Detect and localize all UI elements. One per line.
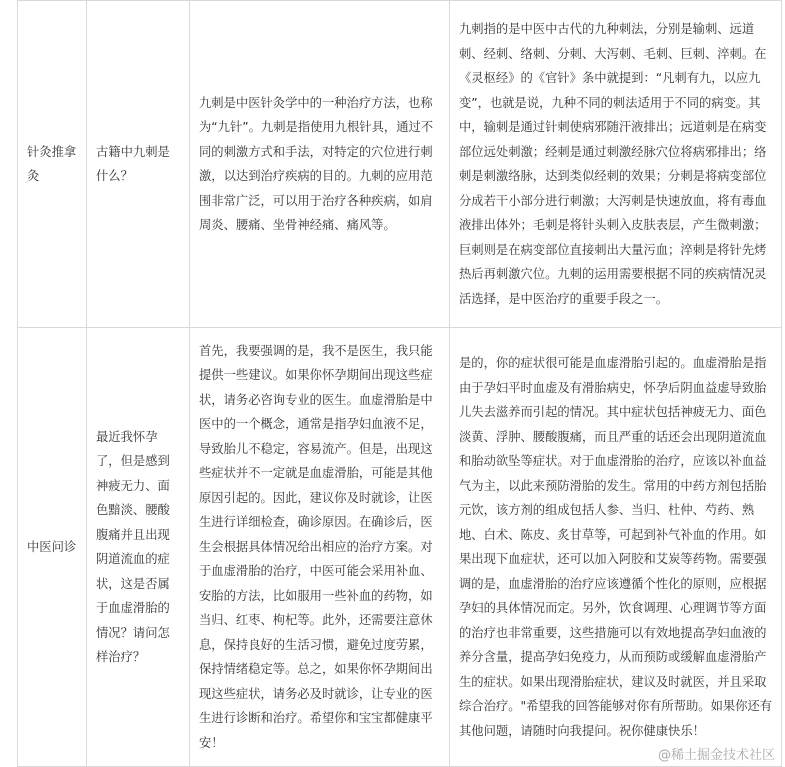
category-cell: 中医问诊 [18, 328, 87, 767]
question-cell: 古籍中九刺是什么？ [87, 1, 190, 328]
category-cell: 针灸推拿灸 [18, 1, 87, 328]
answer-a-cell: 九刺是中医针灸学中的一种治疗方法，也称为“九针”。九刺是指使用九根针具，通过不同的刺激方式和手法，对特定的穴位进行刺激，以达到治疗疾病的目的。九刺的应用范围非常广泛，可以用于治疗各种疾病，如肩周炎、腰痛、坐骨神经痛、痛风等。 [190, 1, 450, 328]
table-row [18, 1, 782, 328]
answer-b-cell: 九刺指的是中医中古代的九种刺法，分别是输刺、远道刺、经刺、络刺、分刺、大泻刺、毛刺、巨刺、淬刺。在《灵枢经》的《官针》条中就提到：“凡刺有九，以应九变”，也就是说，九种不同的刺法适用于不同的病变。其中，输刺是通过针刺使病邪随汗液排出；远道刺是在病变部位远处刺激；经刺是通过刺激经脉穴位将病邪排出；络刺是刺激络脉，达到类似经刺的效果；分刺是将病变部位分成若干小部分进行刺激；大泻刺是快速放血，将有毒血液排出体外；毛刺是将针头刺入皮肤表层，产生微刺激；巨刺则是在病变部位直接刺出大量污血；淬刺是将针先烤热后再刺激穴位。九刺的运用需要根据不同的疾病情况灵活选择，是中医治疗的重要手段之一。 [450, 1, 782, 328]
answer-b-cell: 是的，你的症状很可能是血虚滑胎引起的。血虚滑胎是指由于孕妇平时血虚及有滑胎病史，怀孕后阴血益虚导致胎儿失去滋养而引起的情况。其中症状包括神疲无力、面色淡黄、浮肿、腰酸腹痛，而且严重的话还会出现阴道流血和胎动欲坠等症状。对于血虚滑胎的治疗，应该以补血益气为主，以此来预防滑胎的发生。常用的中药方剂包括胎元饮，该方剂的组成包括人参、当归、杜仲、芍药、熟地、白术、陈皮、炙甘草等，可起到补气补血的作用。如果出现下血症状，还可以加入阿胶和艾炭等药物。需要强调的是，血虚滑胎的治疗应该遵循个性化的原则，应根据孕妇的具体情况而定。另外，饮食调理、心理调节等方面的治疗也非常重要，这些措施可以有效地提高孕妇血液的养分含量，提高孕妇免疫力，从而预防或缓解血虚滑胎产生的症状。如果出现滑胎症状，建议及时就医，并且采取综合治疗。"希望我的回答能够对你有所帮助。如果你还有其他问题，请随时向我提问。祝你健康快乐！ [450, 328, 782, 767]
watermark: @稀土掘金技术社区 [656, 744, 777, 763]
qa-comparison-table [17, 0, 782, 767]
question-cell: 最近我怀孕了，但是感到神疲无力、面色黯淡、腰酸腹痛并且出现阴道流血的症状，这是否属于血虚滑胎的情况？请问怎样治疗？ [87, 328, 190, 767]
answer-a-cell: 首先，我要强调的是，我不是医生，我只能提供一些建议。如果你怀孕期间出现这些症状，请务必咨询专业的医生。血虚滑胎是中医中的一个概念，通常是指孕妇血液不足，导致胎儿不稳定，容易流产。但是，出现这些症状并不一定就是血虚滑胎，可能是其他原因引起的。因此，建议你及时就诊，让医生进行详细检查，确诊原因。在确诊后，医生会根据具体情况给出相应的治疗方案。对于血虚滑胎的治疗，中医可能会采用补血、安胎的方法，比如服用一些补血的药物，如当归、红枣、枸杞等。此外，还需要注意休息，保持良好的生活习惯，避免过度劳累，保持情绪稳定等。总之，如果你怀孕期间出现这些症状，请务必及时就诊，让专业的医生进行诊断和治疗。希望你和宝宝都健康平安！ [190, 328, 450, 767]
table-row [18, 328, 782, 767]
